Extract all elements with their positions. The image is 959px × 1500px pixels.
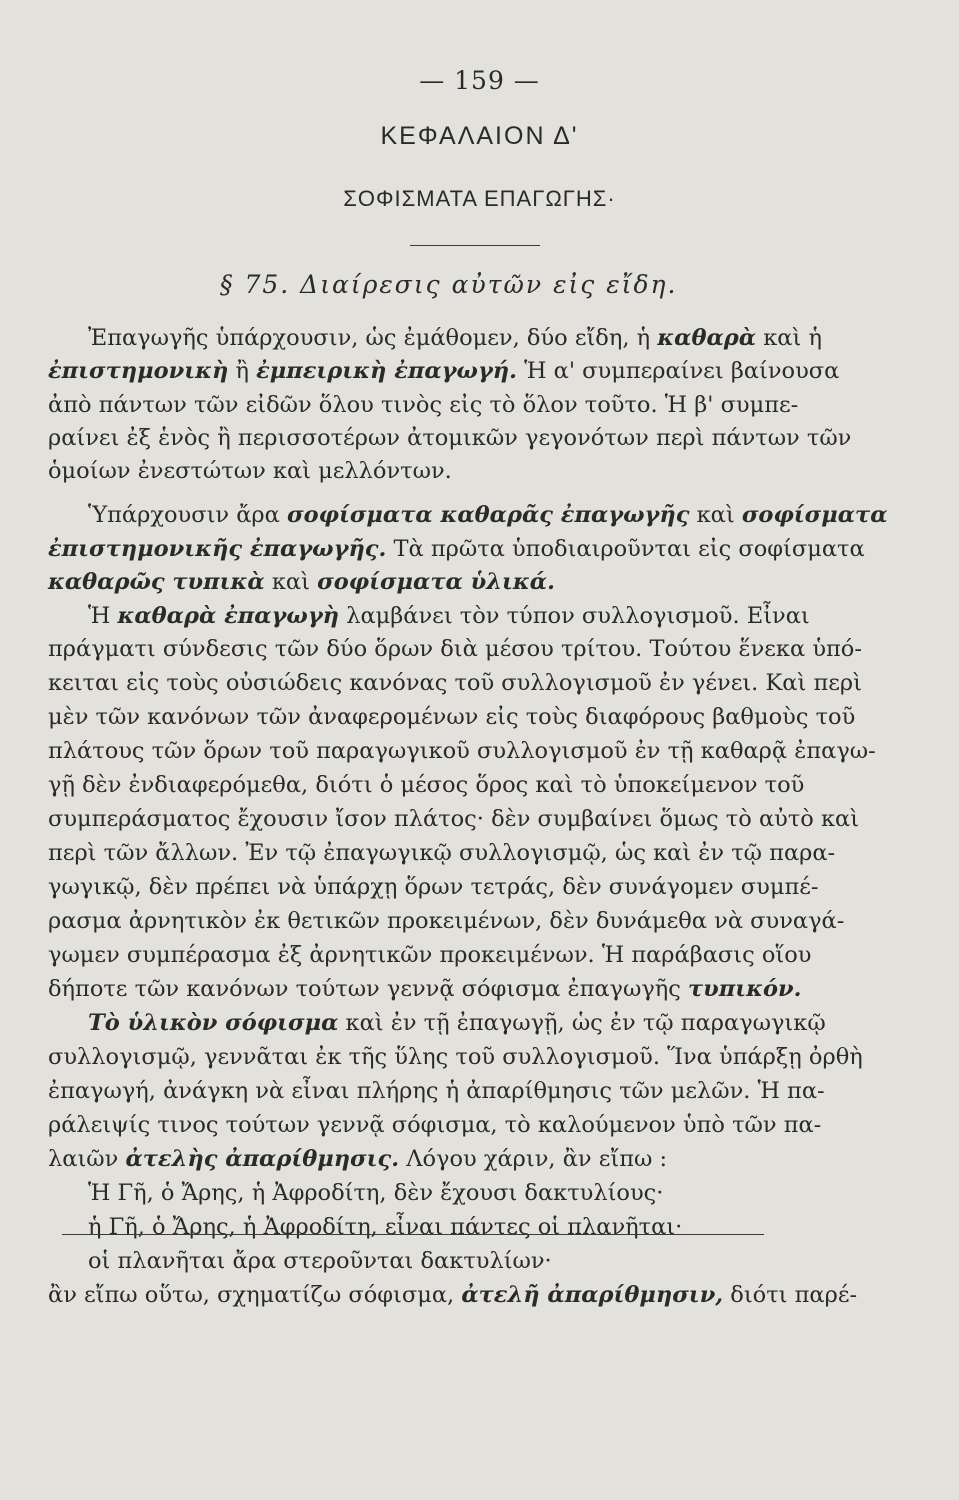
plain-text: Ἡ α' συμπεραίνει βαίνουσα: [517, 358, 840, 384]
plain-text: καὶ ἡ: [756, 325, 822, 351]
text-line: [88, 1212, 878, 1242]
text-line: [48, 1144, 878, 1174]
text-line: [48, 456, 878, 486]
chapter-subtitle: ΣΟΦΙΣΜΑΤΑ ΕΠΑΓΩΓΗΣ·: [343, 186, 616, 211]
plain-text: συλλογισμῷ, γεννᾶται ἐκ τῆς ὕλης τοῦ συλλογισμοῦ. Ἵνα ὑπάρξῃ ὀρθὴ: [48, 1044, 863, 1070]
emphasis-text: ἐπιστημονικὴ: [48, 358, 229, 384]
emphasis-text: σοφίσματα ὑλικά.: [317, 569, 555, 595]
plain-text: δήποτε τῶν κανόνων τούτων γεννᾷ σόφισμα ἐπαγωγῆς: [48, 976, 689, 1002]
title-divider: [410, 245, 540, 246]
plain-text: διότι παρέ-: [723, 1282, 858, 1308]
plain-text: ράλειψίς τινος τούτων γεννᾷ σόφισμα, τὸ καλούμενον ὑπὸ τῶν πα-: [48, 1112, 822, 1138]
plain-text: γῇ δὲν ἐνδιαφερόμεθα, διότι ὁ μέσος ὅρος καὶ τὸ ὑποκείμενον τοῦ: [48, 772, 805, 798]
emphasis-text: ἐμπειρικὴ ἐπαγωγή.: [256, 358, 517, 384]
plain-text: ἂν εἴπω οὕτω, σχηματίζω σόφισμα,: [48, 1282, 462, 1308]
plain-text: Ἡ Γῆ, ὁ Ἄρης, ἡ Ἀφροδίτη, δὲν ἔχουσι δακτυλίους·: [88, 1180, 664, 1206]
text-line: [48, 423, 878, 453]
text-line: [48, 838, 878, 868]
plain-text: καὶ: [264, 569, 318, 595]
plain-text: ἢ: [228, 358, 257, 384]
emphasis-text: ἀτελῆ ἀπαρίθμησιν,: [461, 1282, 724, 1308]
plain-text: οἱ πλανῆται ἄρα στεροῦνται δακτυλίων·: [88, 1248, 552, 1274]
plain-text: Ὑπάρχουσιν ἄρα: [88, 502, 287, 528]
text-line: [48, 974, 878, 1004]
plain-text: ραίνει ἐξ ἑνὸς ἢ περισσοτέρων ἀτομικῶν γεγονότων περὶ πάντων τῶν: [48, 425, 852, 451]
section-heading: § 75. Διαίρεσις αὐτῶν εἰς εἴδη.: [220, 270, 678, 299]
plain-text: καὶ: [689, 502, 742, 528]
text-line: [48, 906, 878, 936]
emphasis-text: σοφίσματα καθαρᾶς ἐπαγωγῆς: [286, 502, 690, 528]
plain-text: λαιῶν: [48, 1146, 126, 1172]
text-line: [48, 702, 878, 732]
text-line: [88, 1008, 878, 1038]
emphasis-text: Τὸ ὑλικὸν σόφισμα: [88, 1010, 339, 1036]
chapter-title: ΚΕΦΑΛΑΙΟΝ Δ': [380, 122, 579, 150]
plain-text: πράγματι σύνδεσις τῶν δύο ὅρων διὰ μέσου τρίτου. Τούτου ἕνεκα ὑπό-: [48, 636, 862, 662]
text-line: [48, 634, 878, 664]
plain-text: Τὰ πρῶτα ὑποδιαιροῦνται εἰς σοφίσματα: [386, 536, 865, 562]
text-line: [48, 567, 878, 597]
plain-text: λαμβάνει τὸν τύπον συλλογισμοῦ. Εἶναι: [339, 603, 810, 629]
emphasis-text: ἐπιστημονικῆς ἐπαγωγῆς.: [48, 536, 387, 562]
text-line: [88, 1246, 878, 1276]
page-number: — 159 —: [419, 66, 540, 95]
plain-text: Λόγου χάριν, ἂν εἴπω :: [399, 1146, 668, 1172]
text-line: [48, 872, 878, 902]
plain-text: γωμεν συμπέρασμα ἐξ ἀρνητικῶν προκειμένων. Ἡ παράβασις οἵου: [48, 942, 812, 968]
text-line: [48, 736, 878, 766]
text-line: [48, 770, 878, 800]
plain-text: μὲν τῶν κανόνων τῶν ἀναφερομένων εἰς τοὺς διαφόρους βαθμοὺς τοῦ: [48, 704, 856, 730]
text-line: [48, 1042, 878, 1072]
emphasis-text: σοφίσματα: [741, 502, 888, 528]
plain-text: καὶ ἐν τῇ ἐπαγωγῇ, ὡς ἐν τῷ παραγωγικῷ: [338, 1010, 826, 1036]
emphasis-text: καθαρὰ: [657, 325, 757, 351]
syllogism-divider: [62, 1234, 764, 1235]
plain-text: Ἡ: [88, 603, 118, 629]
plain-text: Ἐπαγωγῆς ὑπάρχουσιν, ὡς ἐμάθομεν, δύο εἴδη, ἡ: [88, 325, 658, 351]
text-line: [48, 1076, 878, 1106]
plain-text: ρασμα ἀρνητικὸν ἐκ θετικῶν προκειμένων, δὲν δυνάμεθα νὰ συναγά-: [48, 908, 845, 934]
plain-text: ἡ Γῆ, ὁ Ἄρης, ἡ Ἀφροδίτη, εἶναι πάντες οἱ πλανῆται·: [88, 1214, 683, 1240]
plain-text: γωγικῷ, δὲν πρέπει νὰ ὑπάρχῃ ὅρων τετράς, δὲν συνάγομεν συμπέ-: [48, 874, 819, 900]
text-line: [48, 1110, 878, 1140]
emphasis-text: ἀτελὴς ἀπαρίθμησις.: [125, 1146, 400, 1172]
text-line: [48, 668, 878, 698]
text-line: [88, 601, 878, 631]
text-line: [48, 356, 878, 386]
text-line: [48, 534, 878, 564]
text-line: [88, 500, 888, 530]
plain-text: ἀπὸ πάντων τῶν εἰδῶν ὅλου τινὸς εἰς τὸ ὅλον τοῦτο. Ἡ β' συμπε-: [48, 392, 799, 418]
plain-text: κειται εἰς τοὺς οὐσιώδεις κανόνας τοῦ συλλογισμοῦ ἐν γένει. Καὶ περὶ: [48, 670, 862, 696]
plain-text: περὶ τῶν ἄλλων. Ἐν τῷ ἐπαγωγικῷ συλλογισμῷ, ὡς καὶ ἐν τῷ παρα-: [48, 840, 836, 866]
plain-text: ἐπαγωγή, ἀνάγκη νὰ εἶναι πλήρης ἡ ἀπαρίθμησις τῶν μελῶν. Ἡ πα-: [48, 1078, 825, 1104]
text-line: [88, 1178, 878, 1208]
text-line: [48, 940, 878, 970]
plain-text: πλάτους τῶν ὅρων τοῦ παραγωγικοῦ συλλογισμοῦ ἐν τῇ καθαρᾷ ἐπαγω-: [48, 738, 876, 764]
emphasis-text: καθαρὰ ἐπαγωγὴ: [117, 603, 340, 629]
emphasis-text: τυπικόν.: [688, 976, 802, 1002]
text-line: [88, 323, 878, 353]
text-line: [48, 804, 878, 834]
text-line: [48, 390, 878, 420]
plain-text: συμπεράσματος ἔχουσιν ἴσον πλάτος· δὲν συμβαίνει ὅμως τὸ αὐτὸ καὶ: [48, 806, 860, 832]
emphasis-text: καθαρῶς τυπικὰ: [48, 569, 265, 595]
text-line: [48, 1280, 878, 1310]
plain-text: ὁμοίων ἐνεστώτων καὶ μελλόντων.: [48, 458, 452, 484]
